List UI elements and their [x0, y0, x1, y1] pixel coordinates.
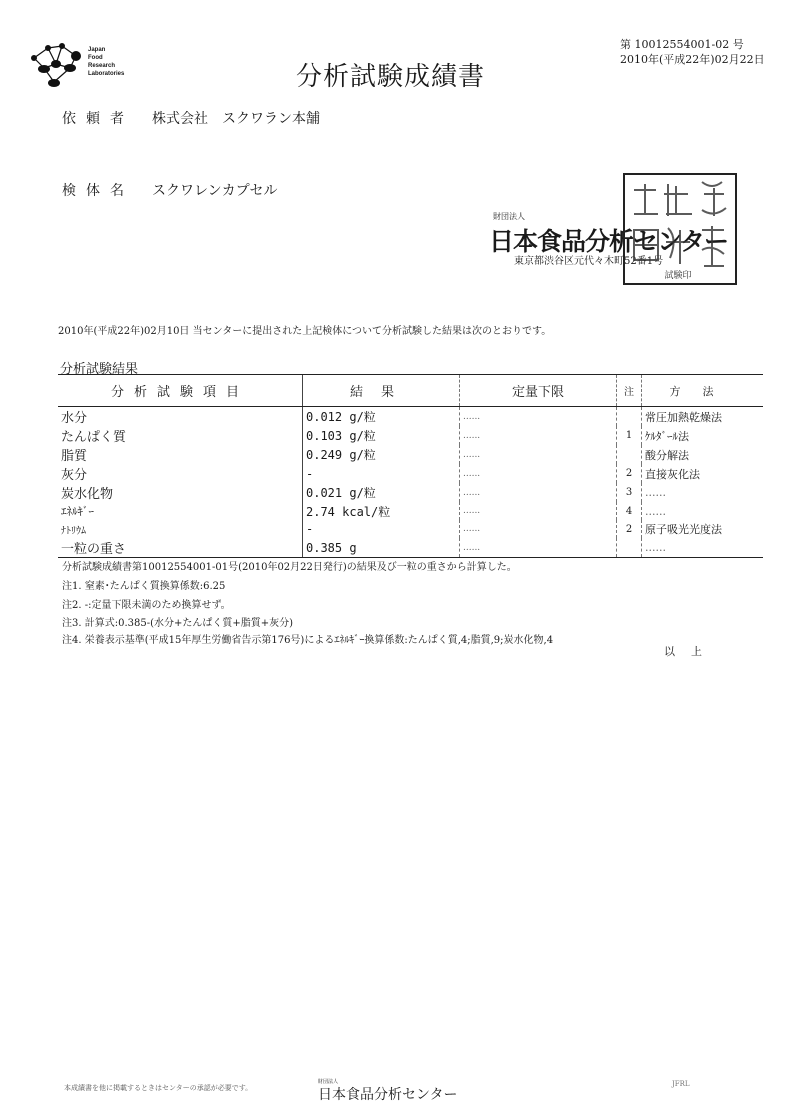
center-name: 日本食品分析センター — [489, 227, 729, 256]
row-note — [617, 445, 642, 464]
note-1: 注1. 窒素･たんぱく質換算係数:6.25 — [62, 581, 226, 592]
note-3: 注3. 計算式:0.385-(水分+たんぱく質+脂質+灰分) — [62, 618, 294, 629]
row-limit: ...... — [460, 538, 617, 558]
table-row — [58, 483, 763, 502]
row-limit: ...... — [460, 483, 617, 502]
logo-line: Japan — [88, 47, 106, 53]
results-table — [58, 374, 763, 558]
row-note — [617, 407, 642, 427]
row-note: 1 — [617, 426, 642, 445]
closing-mark: 以上 — [664, 645, 718, 658]
table-row — [58, 520, 763, 538]
header-method: 方法 — [642, 375, 764, 407]
note-2: 注2. -:定量下限未満のため換算せず。 — [62, 600, 231, 611]
row-method: 常圧加熱乾燥法 — [642, 407, 764, 427]
footer-center-name: 日本食品分析センター — [318, 1087, 458, 1103]
sample-label: 検体名 — [62, 183, 134, 199]
intro-text: 2010年(平成22年)02月10日 当センターに提出された上記検体について分析試験した結果は次のとおりです。 — [58, 326, 552, 337]
row-result: - — [303, 464, 460, 483]
header-note: 注 — [617, 375, 642, 407]
row-method: ｹﾙﾀﾞｰﾙ法 — [642, 426, 764, 445]
document-number: 第 10012554001-02 号 — [620, 38, 744, 51]
row-result: - — [303, 520, 460, 538]
logo-line: Food — [88, 55, 103, 61]
row-note: 4 — [617, 502, 642, 520]
row-item: 水分 — [61, 411, 88, 426]
table-row — [58, 426, 763, 445]
issue-date: 2010年(平成22年)02月22日 — [620, 53, 765, 66]
header-result: 結果 — [303, 375, 460, 407]
row-result: 0.249 g/粒 — [303, 445, 460, 464]
logo-line: Research — [88, 63, 116, 69]
header-limit: 定量下限 — [460, 375, 617, 407]
row-limit: ...... — [460, 520, 617, 538]
row-result: 0.012 g/粒 — [303, 407, 460, 427]
row-result: 0.103 g/粒 — [303, 426, 460, 445]
row-note: 2 — [617, 464, 642, 483]
table-row — [58, 538, 763, 558]
logo-line: Laboratories — [88, 71, 125, 77]
row-method: 原子吸光光度法 — [642, 520, 764, 538]
row-method: ...... — [642, 483, 764, 502]
row-item: 灰分 — [61, 468, 88, 483]
row-result: 2.74 kcal/粒 — [303, 502, 460, 520]
center-address: 東京都渋谷区元代々木町52番1号 — [514, 256, 664, 267]
jfrl-logo — [26, 40, 136, 92]
note-calculation-basis: 分析試験成績書第10012554001-01号(2010年02月22日発行)の結果及び一粒の重さから計算した。 — [62, 562, 517, 573]
official-seal-icon — [618, 170, 740, 288]
sample-value: スクワレンカプセル — [152, 183, 278, 199]
seal-text: 試験印 — [664, 271, 692, 281]
row-limit: ...... — [460, 502, 617, 520]
row-result: 0.021 g/粒 — [303, 483, 460, 502]
row-item: 炭水化物 — [61, 487, 114, 502]
row-item: ﾅﾄﾘｳﾑ — [61, 525, 86, 537]
row-limit: ...... — [460, 407, 617, 427]
row-item: 一粒の重さ — [58, 538, 303, 558]
row-limit: ...... — [460, 464, 617, 483]
header-item: 分析試験項目 — [58, 375, 303, 407]
row-result: 0.385 g — [303, 538, 460, 558]
footer-mark: JFRL — [672, 1080, 690, 1088]
row-item: ｴﾈﾙｷﾞｰ — [61, 505, 94, 518]
network-logo-icon — [26, 40, 90, 92]
row-note — [617, 538, 642, 558]
row-method: 酸分解法 — [642, 445, 764, 464]
center-corp-type: 財団法人 — [493, 212, 525, 221]
footer-corp-type: 財団法人 — [318, 1079, 339, 1085]
row-note: 3 — [617, 483, 642, 502]
footer-notice: 本成績書を他に掲載するときはセンターの承認が必要です。 — [64, 1084, 253, 1092]
row-limit: ...... — [460, 445, 617, 464]
client-value: 株式会社 スクワラン本舗 — [152, 111, 320, 127]
table-row — [58, 502, 763, 520]
logo-text — [88, 46, 124, 78]
row-method: 直接灰化法 — [642, 464, 764, 483]
row-limit: ...... — [460, 426, 617, 445]
row-method: ...... — [642, 502, 764, 520]
table-row — [58, 407, 763, 427]
table-row — [58, 464, 763, 483]
note-4: 注4. 栄養表示基準(平成15年厚生労働省告示第176号)によるｴﾈﾙｷﾞｰ換算係数:たんぱく質,4;脂質,9;炭水化物,4 — [62, 635, 554, 646]
row-method: ...... — [642, 538, 764, 558]
row-item: たんぱく質 — [61, 430, 127, 445]
row-item: 脂質 — [61, 449, 88, 464]
client-label: 依頼者 — [62, 111, 134, 127]
table-row — [58, 445, 763, 464]
row-note: 2 — [617, 520, 642, 538]
table-header-row — [58, 375, 763, 407]
results-section-title: 分析試験結果 — [60, 362, 139, 377]
document-title: 分析試験成績書 — [296, 62, 486, 92]
